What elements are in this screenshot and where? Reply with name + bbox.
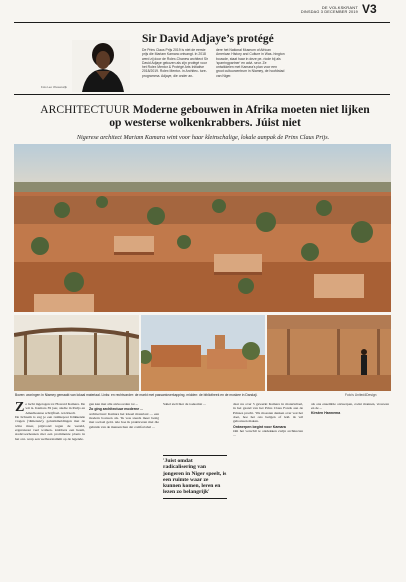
body-paragraph: De lichaam is zag je een ruimtepost Klikkende vragen ('dimensie'), geluidsmeldingen met de witte maar, prijsvond tegen de wereld, ergersnaast veel wolken- krabbers een heem, stadsvoorheuzen met een prominente plaats in het ont- werp een welbaarstammt op de legende. <box>15 415 85 441</box>
article-headline <box>40 103 370 129</box>
issue-date: DINSDAG 3 DECEMBER 2019 <box>300 10 358 14</box>
body-paragraph: Z e lacht ingetogen tot Howard Kamara. De wit is. Kamara 39 jaar, studie in Parijs en Amerikaanse schrijftaal- ten Raedt. <box>15 400 85 415</box>
body-paragraph: Sahel stelt hier de toekomst ... <box>163 402 206 406</box>
section-label: V3 <box>362 2 377 16</box>
newspaper-name: DE VOLKSKRANT <box>321 5 358 10</box>
banner-headline: Sir David Adjaye’s protégé <box>142 33 274 45</box>
article-kicker: ARCHITECTUUR <box>40 103 130 116</box>
market-photo <box>14 315 139 391</box>
photo-caption: Boven: woningen in Niamey gemaakt van lokaal materiaal. Links: en rechtsonder: de markt met passantoverkapping. midden: de bibliotheek en de moskee in Dandaji. <box>15 393 258 397</box>
market-canopy-photo <box>267 315 391 391</box>
aerial-photo-niamey <box>14 144 391 312</box>
body-paragraph: Om het verschil te ontdekken zwijn architecten ... <box>233 429 303 438</box>
photo-credit: Foto's United4Design <box>345 393 377 397</box>
banner-rule <box>14 94 390 95</box>
body-column <box>163 402 227 406</box>
banner-column: De Prins Claus Prijs 2019 is niet de eerste prijs die Mariam Kamara ontvangt. In 2018 werd zij door de Rolex-Chanew architect Sir David Adjaye gekozen als zijn protégé voor het Rolex Mentor & Protégé Arts Initiative 2018/2019. Rolex Mentor- in Architec- ture-programma. Adjaye, die onder an- <box>142 48 208 78</box>
body-column <box>15 402 85 441</box>
body-column <box>311 402 389 415</box>
body-paragraph: daar nu over 5 gewerkt Kamara in materialtaal, in het gaand van het Prins Claus Fonds aan de Prinses pracht. 'We moesten denken over wat het doet, hoe het ons bedgen of leid. ik wil gebouwen maken. <box>233 402 303 424</box>
article-standfirst: Nigerese architect Mariam Kamara wint voor haar kleinschalige, lokale aanpak de Prins Claus Prijs. <box>76 134 330 141</box>
article-title: Moderne gebouwen in Afrika moeten niet lijken op westerse wolkenkrabbers. Júist niet <box>109 103 370 129</box>
portrait-photo <box>72 40 130 92</box>
masthead-rule <box>14 22 390 23</box>
body-column <box>89 402 159 429</box>
body-paragraph: gen kan met alle antwoorden tot ... <box>89 402 139 406</box>
body-paragraph: als ons ensemble ontwerpen, zodat mannen, vrouwen en de ... <box>311 402 389 411</box>
library-mosque-photo <box>141 315 265 391</box>
banner-column: dere het National Museum of African American History and Culture in Was- hington bouwde, staat haar in deze pe- riode bij als 'sparringpartner' en advi- seur. Ze ontwikkelen met Kamara's plan voor een groot cultuurcentrum in Niamey, de hoofdstad van Niger. <box>216 48 285 78</box>
body-subhead: Zo ging architectuur moderne ... <box>89 407 144 412</box>
body-column <box>233 402 303 438</box>
body-paragraph: architectuur: Kamara het lokaal materiaal — een modern bouwen als. 'Ik was steeds meer bezig met sociaal geld- tele hoe ik prakticeren met die gebruik van de mensen hun dat comfortabel ... <box>89 411 159 429</box>
portrait-caption: Foto Leo Vriesenwijk <box>41 85 67 89</box>
body-subhead: Ontwerpen begint voor Kamara <box>233 424 286 429</box>
pull-quote: 'Juist omdat radicalisering van jongeren in Niger speelt, is een ruimte waar ze kunnen komen, leren en lezen zo belangrijk' <box>163 455 227 499</box>
article-author: Kirsten Hannema <box>311 410 341 415</box>
drop-cap: Z <box>15 400 25 415</box>
